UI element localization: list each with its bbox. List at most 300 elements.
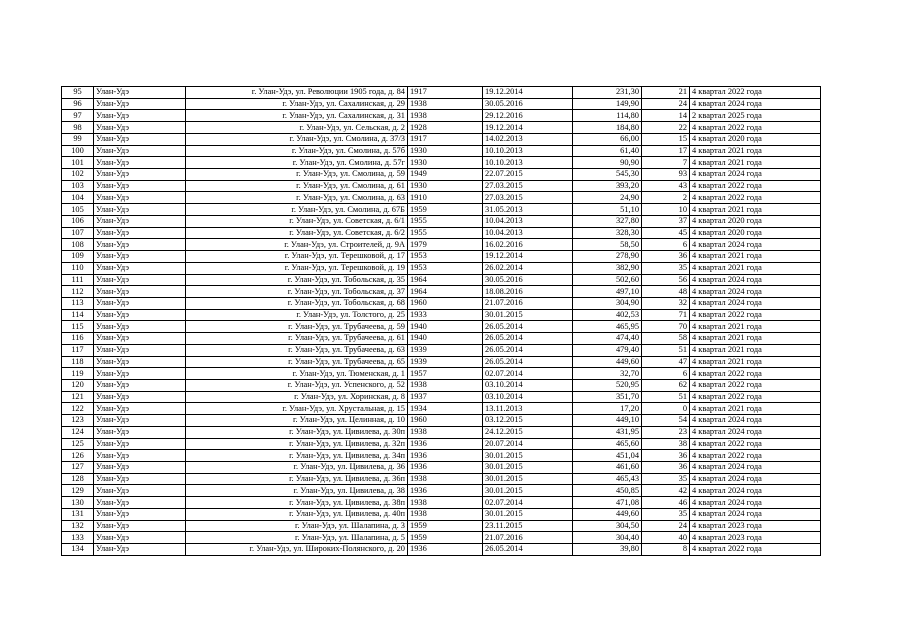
address-cell: г. Улан-Удэ, ул. Успенского, д. 52: [186, 379, 408, 391]
date-cell: 10.10.2013: [483, 157, 573, 169]
area-cell: 149,90: [573, 98, 642, 110]
address-cell: г. Улан-Удэ, ул. Сельская, д. 2: [186, 122, 408, 134]
quantity-cell: 0: [642, 403, 690, 415]
housing-registry-table: [61, 86, 821, 556]
area-cell: 304,50: [573, 520, 642, 532]
quantity-cell: 37: [642, 215, 690, 227]
area-cell: 114,80: [573, 110, 642, 122]
table-row: [62, 368, 821, 380]
area-cell: 431,95: [573, 426, 642, 438]
deadline-cell: 4 квартал 2023 года: [690, 520, 821, 532]
area-cell: 90,90: [573, 157, 642, 169]
build-year-cell: 1957: [408, 368, 483, 380]
deadline-cell: 4 квартал 2021 года: [690, 403, 821, 415]
deadline-cell: 4 квартал 2024 года: [690, 239, 821, 251]
deadline-cell: 4 квартал 2020 года: [690, 215, 821, 227]
deadline-cell: 4 квартал 2022 года: [690, 368, 821, 380]
row-number: 124: [62, 426, 94, 438]
row-number: 133: [62, 532, 94, 544]
quantity-cell: 71: [642, 309, 690, 321]
quantity-cell: 17: [642, 145, 690, 157]
quantity-cell: 24: [642, 520, 690, 532]
quantity-cell: 32: [642, 297, 690, 309]
quantity-cell: 40: [642, 532, 690, 544]
table-row: [62, 110, 821, 122]
date-cell: 30.05.2016: [483, 274, 573, 286]
build-year-cell: 1953: [408, 262, 483, 274]
deadline-cell: 4 квартал 2024 года: [690, 169, 821, 181]
build-year-cell: 1940: [408, 321, 483, 333]
row-number: 100: [62, 145, 94, 157]
address-cell: г. Улан-Удэ, ул. Тюменская, д. 1: [186, 368, 408, 380]
date-cell: 10.04.2013: [483, 215, 573, 227]
area-cell: 449,10: [573, 415, 642, 427]
build-year-cell: 1936: [408, 450, 483, 462]
row-number: 119: [62, 368, 94, 380]
build-year-cell: 1953: [408, 251, 483, 263]
row-number: 125: [62, 438, 94, 450]
address-cell: г. Улан-Удэ, ул. Трубачеева, д. 61: [186, 333, 408, 345]
area-cell: 304,40: [573, 532, 642, 544]
table-row: [62, 532, 821, 544]
table-row: [62, 438, 821, 450]
city-cell: Улан-Удэ: [94, 450, 186, 462]
table-row: [62, 321, 821, 333]
row-number: 115: [62, 321, 94, 333]
build-year-cell: 1917: [408, 133, 483, 145]
address-cell: г. Улан-Удэ, ул. Трубачеева, д. 59: [186, 321, 408, 333]
deadline-cell: 4 квартал 2024 года: [690, 508, 821, 520]
date-cell: 26.05.2014: [483, 544, 573, 556]
address-cell: г. Улан-Удэ, ул. Тобольская, д. 37: [186, 286, 408, 298]
area-cell: 351,70: [573, 391, 642, 403]
row-number: 95: [62, 87, 94, 99]
quantity-cell: 21: [642, 87, 690, 99]
table-row: [62, 415, 821, 427]
row-number: 130: [62, 497, 94, 509]
quantity-cell: 35: [642, 473, 690, 485]
date-cell: 27.03.2015: [483, 180, 573, 192]
deadline-cell: 4 квартал 2021 года: [690, 204, 821, 216]
date-cell: 02.07.2014: [483, 368, 573, 380]
table-row: [62, 215, 821, 227]
city-cell: Улан-Удэ: [94, 133, 186, 145]
address-cell: г. Улан-Удэ, ул. Сахалинская, д. 31: [186, 110, 408, 122]
date-cell: 26.05.2014: [483, 333, 573, 345]
table-row: [62, 98, 821, 110]
table-row: [62, 426, 821, 438]
build-year-cell: 1938: [408, 508, 483, 520]
date-cell: 13.11.2013: [483, 403, 573, 415]
deadline-cell: 2 квартал 2025 года: [690, 110, 821, 122]
build-year-cell: 1959: [408, 520, 483, 532]
build-year-cell: 1938: [408, 98, 483, 110]
table-row: [62, 497, 821, 509]
deadline-cell: 4 квартал 2020 года: [690, 133, 821, 145]
address-cell: г. Улан-Удэ, ул. Советская, д. 6/1: [186, 215, 408, 227]
address-cell: г. Улан-Удэ, ул. Трубачеева, д. 65: [186, 356, 408, 368]
row-number: 120: [62, 379, 94, 391]
row-number: 118: [62, 356, 94, 368]
row-number: 108: [62, 239, 94, 251]
table-row: [62, 508, 821, 520]
deadline-cell: 4 квартал 2024 года: [690, 286, 821, 298]
row-number: 101: [62, 157, 94, 169]
city-cell: Улан-Удэ: [94, 157, 186, 169]
deadline-cell: 4 квартал 2022 года: [690, 309, 821, 321]
area-cell: 465,60: [573, 438, 642, 450]
table-row: [62, 133, 821, 145]
quantity-cell: 2: [642, 192, 690, 204]
deadline-cell: 4 квартал 2022 года: [690, 379, 821, 391]
city-cell: Улан-Удэ: [94, 508, 186, 520]
address-cell: г. Улан-Удэ, ул. Хоринская, д. 8: [186, 391, 408, 403]
table-row: [62, 239, 821, 251]
row-number: 111: [62, 274, 94, 286]
city-cell: Улан-Удэ: [94, 215, 186, 227]
row-number: 117: [62, 344, 94, 356]
area-cell: 451,04: [573, 450, 642, 462]
deadline-cell: 4 квартал 2022 года: [690, 544, 821, 556]
quantity-cell: 62: [642, 379, 690, 391]
row-number: 99: [62, 133, 94, 145]
deadline-cell: 4 квартал 2021 года: [690, 356, 821, 368]
date-cell: 21.07.2016: [483, 532, 573, 544]
city-cell: Улан-Удэ: [94, 391, 186, 403]
address-cell: г. Улан-Удэ, ул. Сахалинская, д. 29: [186, 98, 408, 110]
table-row: [62, 297, 821, 309]
row-number: 128: [62, 473, 94, 485]
date-cell: 02.07.2014: [483, 497, 573, 509]
date-cell: 16.02.2016: [483, 239, 573, 251]
table-row: [62, 251, 821, 263]
area-cell: 402,53: [573, 309, 642, 321]
build-year-cell: 1930: [408, 180, 483, 192]
city-cell: Улан-Удэ: [94, 286, 186, 298]
quantity-cell: 51: [642, 391, 690, 403]
area-cell: 17,20: [573, 403, 642, 415]
address-cell: г. Улан-Удэ, ул. Терешковой, д. 17: [186, 251, 408, 263]
city-cell: Улан-Удэ: [94, 169, 186, 181]
quantity-cell: 14: [642, 110, 690, 122]
address-cell: г. Улан-Удэ, ул. Цивилева, д. 36п: [186, 473, 408, 485]
city-cell: Улан-Удэ: [94, 251, 186, 263]
area-cell: 32,70: [573, 368, 642, 380]
deadline-cell: 4 квартал 2024 года: [690, 415, 821, 427]
row-number: 102: [62, 169, 94, 181]
address-cell: г. Улан-Удэ, ул. Строителей, д. 9А: [186, 239, 408, 251]
city-cell: Улан-Удэ: [94, 344, 186, 356]
build-year-cell: 1949: [408, 169, 483, 181]
row-number: 109: [62, 251, 94, 263]
area-cell: 58,50: [573, 239, 642, 251]
address-cell: г. Улан-Удэ, ул. Смолина, д. 67Б: [186, 204, 408, 216]
deadline-cell: 4 квартал 2022 года: [690, 192, 821, 204]
deadline-cell: 4 квартал 2022 года: [690, 450, 821, 462]
table-row: [62, 403, 821, 415]
quantity-cell: 10: [642, 204, 690, 216]
city-cell: Улан-Удэ: [94, 122, 186, 134]
deadline-cell: 4 квартал 2022 года: [690, 87, 821, 99]
row-number: 134: [62, 544, 94, 556]
city-cell: Улан-Удэ: [94, 87, 186, 99]
city-cell: Улан-Удэ: [94, 473, 186, 485]
build-year-cell: 1930: [408, 145, 483, 157]
row-number: 106: [62, 215, 94, 227]
quantity-cell: 51: [642, 344, 690, 356]
row-number: 132: [62, 520, 94, 532]
build-year-cell: 1937: [408, 391, 483, 403]
area-cell: 304,90: [573, 297, 642, 309]
build-year-cell: 1955: [408, 227, 483, 239]
table-row: [62, 309, 821, 321]
area-cell: 278,90: [573, 251, 642, 263]
area-cell: 502,60: [573, 274, 642, 286]
row-number: 123: [62, 415, 94, 427]
build-year-cell: 1917: [408, 87, 483, 99]
address-cell: г. Улан-Удэ, ул. Широких-Полянского, д. 20: [186, 544, 408, 556]
deadline-cell: 4 квартал 2022 года: [690, 438, 821, 450]
date-cell: 30.01.2015: [483, 508, 573, 520]
table-row: [62, 333, 821, 345]
city-cell: Улан-Удэ: [94, 321, 186, 333]
address-cell: г. Улан-Удэ, ул. Тобольская, д. 35: [186, 274, 408, 286]
table-row: [62, 87, 821, 99]
area-cell: 474,40: [573, 333, 642, 345]
build-year-cell: 1955: [408, 215, 483, 227]
deadline-cell: 4 квартал 2023 года: [690, 532, 821, 544]
address-cell: г. Улан-Удэ, ул. Трубачеева, д. 63: [186, 344, 408, 356]
deadline-cell: 4 квартал 2021 года: [690, 333, 821, 345]
address-cell: г. Улан-Удэ, ул. Цивилева, д. 38: [186, 485, 408, 497]
address-cell: г. Улан-Удэ, ул. Советская, д. 6/2: [186, 227, 408, 239]
city-cell: Улан-Удэ: [94, 204, 186, 216]
table-row: [62, 204, 821, 216]
build-year-cell: 1960: [408, 297, 483, 309]
city-cell: Улан-Удэ: [94, 532, 186, 544]
city-cell: Улан-Удэ: [94, 98, 186, 110]
address-cell: г. Улан-Удэ, ул. Целинная, д. 10: [186, 415, 408, 427]
table-row: [62, 473, 821, 485]
quantity-cell: 15: [642, 133, 690, 145]
quantity-cell: 56: [642, 274, 690, 286]
quantity-cell: 38: [642, 438, 690, 450]
area-cell: 327,80: [573, 215, 642, 227]
deadline-cell: 4 квартал 2024 года: [690, 426, 821, 438]
area-cell: 465,95: [573, 321, 642, 333]
build-year-cell: 1959: [408, 532, 483, 544]
city-cell: Улан-Удэ: [94, 274, 186, 286]
city-cell: Улан-Удэ: [94, 356, 186, 368]
quantity-cell: 8: [642, 544, 690, 556]
city-cell: Улан-Удэ: [94, 497, 186, 509]
row-number: 131: [62, 508, 94, 520]
build-year-cell: 1940: [408, 333, 483, 345]
row-number: 122: [62, 403, 94, 415]
date-cell: 23.11.2015: [483, 520, 573, 532]
deadline-cell: 4 квартал 2021 года: [690, 251, 821, 263]
deadline-cell: 4 квартал 2024 года: [690, 297, 821, 309]
address-cell: г. Улан-Удэ, ул. Смолина, д. 37/3: [186, 133, 408, 145]
date-cell: 14.02.2013: [483, 133, 573, 145]
address-cell: г. Улан-Удэ, ул. Смолина, д. 59: [186, 169, 408, 181]
address-cell: г. Улан-Удэ, ул. Тобольская, д. 68: [186, 297, 408, 309]
row-number: 96: [62, 98, 94, 110]
row-number: 107: [62, 227, 94, 239]
city-cell: Улан-Удэ: [94, 110, 186, 122]
city-cell: Улан-Удэ: [94, 145, 186, 157]
table-row: [62, 274, 821, 286]
date-cell: 30.01.2015: [483, 450, 573, 462]
table-row: [62, 379, 821, 391]
deadline-cell: 4 квартал 2021 года: [690, 321, 821, 333]
build-year-cell: 1938: [408, 426, 483, 438]
area-cell: 461,60: [573, 462, 642, 474]
date-cell: 21.07.2016: [483, 297, 573, 309]
build-year-cell: 1933: [408, 309, 483, 321]
table-row: [62, 286, 821, 298]
quantity-cell: 7: [642, 157, 690, 169]
build-year-cell: 1928: [408, 122, 483, 134]
table-row: [62, 192, 821, 204]
date-cell: 26.02.2014: [483, 262, 573, 274]
area-cell: 450,85: [573, 485, 642, 497]
table-row: [62, 122, 821, 134]
row-number: 129: [62, 485, 94, 497]
row-number: 112: [62, 286, 94, 298]
quantity-cell: 48: [642, 286, 690, 298]
deadline-cell: 4 квартал 2024 года: [690, 98, 821, 110]
city-cell: Улан-Удэ: [94, 239, 186, 251]
address-cell: г. Улан-Удэ, ул. Хрустальная, д. 15: [186, 403, 408, 415]
build-year-cell: 1960: [408, 415, 483, 427]
city-cell: Улан-Удэ: [94, 309, 186, 321]
date-cell: 10.04.2013: [483, 227, 573, 239]
address-cell: г. Улан-Удэ, ул. Смолина, д. 57г: [186, 157, 408, 169]
city-cell: Улан-Удэ: [94, 379, 186, 391]
quantity-cell: 45: [642, 227, 690, 239]
quantity-cell: 70: [642, 321, 690, 333]
city-cell: Улан-Удэ: [94, 262, 186, 274]
date-cell: 19.12.2014: [483, 251, 573, 263]
quantity-cell: 42: [642, 485, 690, 497]
date-cell: 03.12.2015: [483, 415, 573, 427]
quantity-cell: 36: [642, 462, 690, 474]
area-cell: 61,40: [573, 145, 642, 157]
area-cell: 497,10: [573, 286, 642, 298]
deadline-cell: 4 квартал 2024 года: [690, 462, 821, 474]
area-cell: 382,90: [573, 262, 642, 274]
table-row: [62, 145, 821, 157]
deadline-cell: 4 квартал 2021 года: [690, 157, 821, 169]
table-row: [62, 450, 821, 462]
area-cell: 184,80: [573, 122, 642, 134]
city-cell: Улан-Удэ: [94, 462, 186, 474]
build-year-cell: 1964: [408, 274, 483, 286]
row-number: 127: [62, 462, 94, 474]
row-number: 113: [62, 297, 94, 309]
table-row: [62, 262, 821, 274]
area-cell: 479,40: [573, 344, 642, 356]
date-cell: 10.10.2013: [483, 145, 573, 157]
area-cell: 465,43: [573, 473, 642, 485]
quantity-cell: 93: [642, 169, 690, 181]
date-cell: 31.05.2013: [483, 204, 573, 216]
city-cell: Улан-Удэ: [94, 485, 186, 497]
area-cell: 328,30: [573, 227, 642, 239]
date-cell: 30.01.2015: [483, 485, 573, 497]
city-cell: Улан-Удэ: [94, 520, 186, 532]
date-cell: 30.01.2015: [483, 473, 573, 485]
build-year-cell: 1938: [408, 473, 483, 485]
address-cell: г. Улан-Удэ, ул. Смолина, д. 57б: [186, 145, 408, 157]
deadline-cell: 4 квартал 2022 года: [690, 391, 821, 403]
table-row: [62, 356, 821, 368]
address-cell: г. Улан-Удэ, ул. Цивилева, д. 32п: [186, 438, 408, 450]
build-year-cell: 1936: [408, 438, 483, 450]
row-number: 114: [62, 309, 94, 321]
city-cell: Улан-Удэ: [94, 426, 186, 438]
build-year-cell: 1936: [408, 462, 483, 474]
table-row: [62, 391, 821, 403]
quantity-cell: 46: [642, 497, 690, 509]
quantity-cell: 6: [642, 239, 690, 251]
build-year-cell: 1930: [408, 157, 483, 169]
date-cell: 26.05.2014: [483, 344, 573, 356]
address-cell: г. Улан-Удэ, ул. Цивилева, д. 34п: [186, 450, 408, 462]
address-cell: г. Улан-Удэ, ул. Шалапина, д. 3: [186, 520, 408, 532]
table-row: [62, 520, 821, 532]
date-cell: 19.12.2014: [483, 122, 573, 134]
table-row: [62, 227, 821, 239]
quantity-cell: 47: [642, 356, 690, 368]
build-year-cell: 1979: [408, 239, 483, 251]
build-year-cell: 1938: [408, 110, 483, 122]
build-year-cell: 1959: [408, 204, 483, 216]
quantity-cell: 54: [642, 415, 690, 427]
city-cell: Улан-Удэ: [94, 368, 186, 380]
date-cell: 30.01.2015: [483, 462, 573, 474]
area-cell: 545,30: [573, 169, 642, 181]
area-cell: 520,95: [573, 379, 642, 391]
date-cell: 19.12.2014: [483, 87, 573, 99]
address-cell: г. Улан-Удэ, ул. Терешковой, д. 19: [186, 262, 408, 274]
area-cell: 393,20: [573, 180, 642, 192]
date-cell: 24.12.2015: [483, 426, 573, 438]
date-cell: 26.05.2014: [483, 356, 573, 368]
address-cell: г. Улан-Удэ, ул. Шалапина, д. 5: [186, 532, 408, 544]
quantity-cell: 35: [642, 508, 690, 520]
table-row: [62, 344, 821, 356]
city-cell: Улан-Удэ: [94, 403, 186, 415]
address-cell: г. Улан-Удэ, ул. Цивилева, д. 38п: [186, 497, 408, 509]
date-cell: 29.12.2016: [483, 110, 573, 122]
quantity-cell: 58: [642, 333, 690, 345]
date-cell: 26.05.2014: [483, 321, 573, 333]
table-row: [62, 169, 821, 181]
address-cell: г. Улан-Удэ, ул. Смолина, д. 63: [186, 192, 408, 204]
quantity-cell: 23: [642, 426, 690, 438]
deadline-cell: 4 квартал 2024 года: [690, 274, 821, 286]
row-number: 97: [62, 110, 94, 122]
area-cell: 66,00: [573, 133, 642, 145]
address-cell: г. Улан-Удэ, ул. Цивилева, д. 30п: [186, 426, 408, 438]
address-cell: г. Улан-Удэ, ул. Толстого, д. 25: [186, 309, 408, 321]
city-cell: Улан-Удэ: [94, 544, 186, 556]
area-cell: 231,30: [573, 87, 642, 99]
city-cell: Улан-Удэ: [94, 333, 186, 345]
deadline-cell: 4 квартал 2021 года: [690, 344, 821, 356]
